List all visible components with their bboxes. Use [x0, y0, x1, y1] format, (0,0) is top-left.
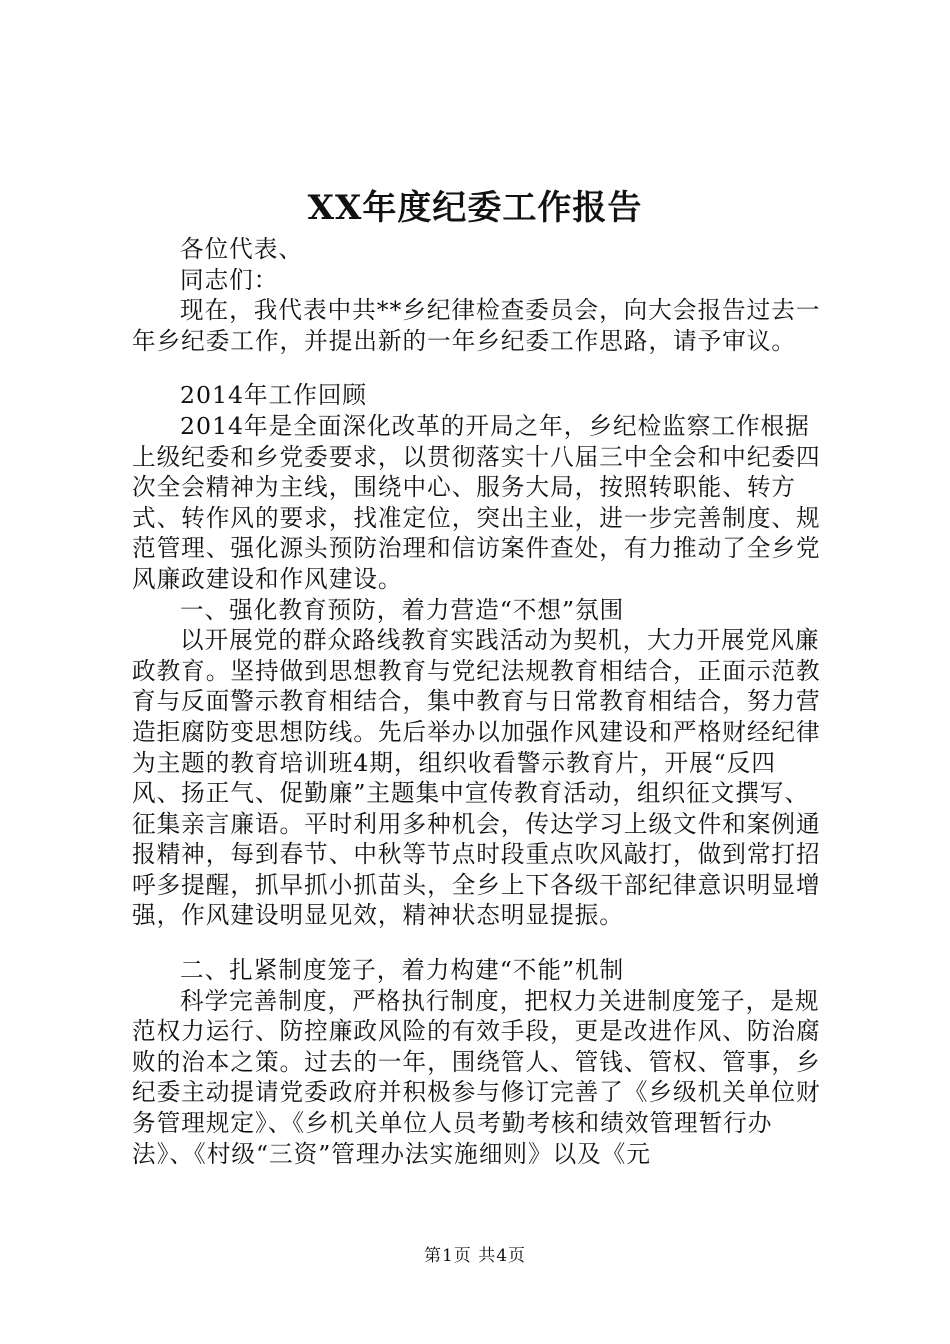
page-number-footer: 第1页 共4页 — [423, 1246, 527, 1266]
document-title: XX年度纪委工作报告 — [307, 188, 643, 228]
section-1-paragraph: 以开展党的群众路线教育实践活动为契机，大力开展党风廉政教育。坚持做到思想教育与党纪法规教育相结合，正面示范教育与反面警示教育相结合，集中教育与日常教育相结合，努力营造拒腐防变思想防线。先后举办以加强作风建设和严格财经纪律为主题的教育培训班4期，组织收看警示教育片，开展“反四风、扬正气、促勤廉”主题集中宣传教育活动，组织征文撰写、征集亲言廉语。平时利用多种机会，传达学习上级文件和案例通报精神，每到春节、中秋等节点时段重点吹风敲打，做到常打招呼多提醒，抓早抓小抓苗头，全乡上下各级干部纪律意识明显增强，作风建设明显见效，精神状态明显提振。 — [132, 626, 821, 930]
section-1-heading: 一、强化教育预防，着力营造“不想”氛围 — [180, 595, 625, 624]
review-paragraph: 2014年是全面深化改革的开局之年，乡纪检监察工作根据上级纪委和乡党委要求，以贯彻落实十八届三中全会和中纪委四次全会精神为主线，围绕中心、服务大局，按照转职能、转方式、转作风的要求，找准定位，突出主业，进一步完善制度、规范管理、强化源头预防治理和信访案件查处，有力推动了全乡党风廉政建设和作风建设。 — [132, 411, 821, 593]
salutation-line-2: 同志们： — [180, 265, 279, 294]
section-2-heading: 二、扎紧制度笼子，着力构建“不能”机制 — [180, 956, 625, 985]
section-2-paragraph: 科学完善制度，严格执行制度，把权力关进制度笼子，是规范权力运行、防控廉政风险的有效手段，更是改进作风、防治腐败的治本之策。过去的一年，围绕管人、管钱、管权、管事，乡纪委主动提请党委政府并积极参与修订完善了《乡级机关单位财务管理规定》、《乡机关单位人员考勤考核和绩效管理暂行办法》、《村级“三资”管理办法实施细则》以及《元 — [132, 986, 821, 1168]
document-body — [132, 234, 822, 1169]
intro-paragraph: 现在，我代表中共**乡纪律检查委员会，向大会报告过去一年乡纪委工作，并提出新的一年乡纪委工作思路，请予审议。 — [132, 296, 821, 355]
review-heading: 2014年工作回顾 — [180, 381, 368, 410]
salutation-line-1: 各位代表、 — [180, 235, 303, 263]
